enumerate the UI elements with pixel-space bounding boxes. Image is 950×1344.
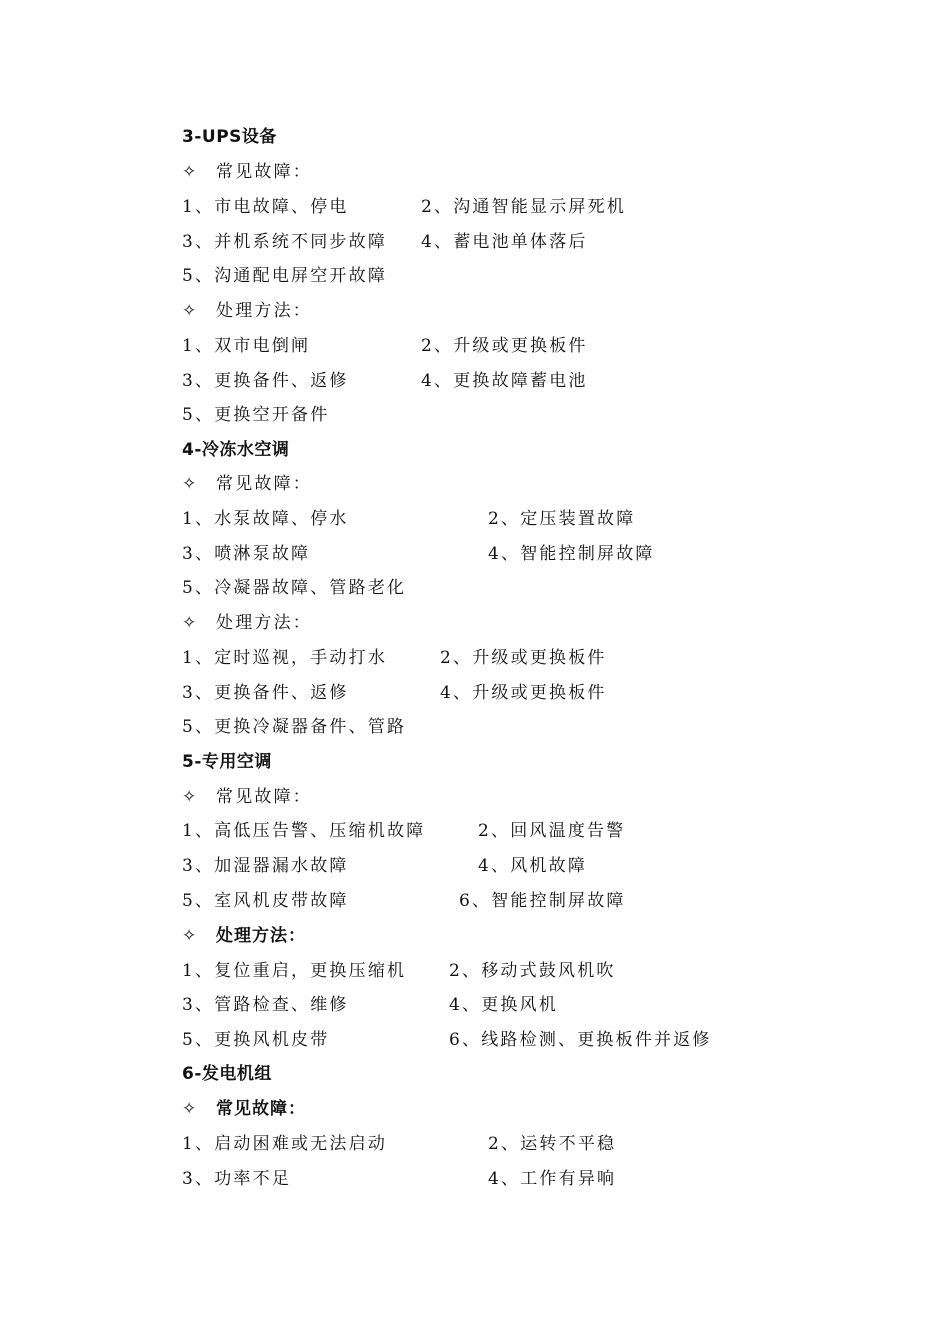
diamond-star-icon: ✧ xyxy=(182,926,197,946)
diamond-star-icon: ✧ xyxy=(182,1099,197,1119)
list-item: 4、蓄电池单体落后 xyxy=(421,232,588,252)
list-item: 2、升级或更换板件 xyxy=(421,336,588,356)
list-item: 2、沟通智能显示屏死机 xyxy=(421,197,627,217)
list-item: 3、管路检查、维修 xyxy=(182,995,349,1015)
list-item: 5、更换冷凝器备件、管路 xyxy=(182,717,407,737)
list-item: 3、并机系统不同步故障 xyxy=(182,232,388,252)
list-item: 3、功率不足 xyxy=(182,1169,292,1189)
faults-heading: ✧ 常见故障： xyxy=(182,474,312,494)
list-item: 1、复位重启，更换压缩机 xyxy=(182,961,407,981)
list-item: 6、线路检测、更换板件并返修 xyxy=(449,1030,712,1050)
list-item: 1、定时巡视，手动打水 xyxy=(182,648,388,668)
faults-heading: ✧ 常见故障： xyxy=(182,787,312,807)
list-item: 3、加湿器漏水故障 xyxy=(182,856,349,876)
list-item: 2、移动式鼓风机吹 xyxy=(449,961,616,981)
faults-heading: ✧ 常见故障： xyxy=(182,162,312,182)
list-item: 4、智能控制屏故障 xyxy=(488,544,655,564)
list-item: 2、定压装置故障 xyxy=(488,509,636,529)
list-item: 3、喷淋泵故障 xyxy=(182,544,311,564)
list-item: 2、回风温度告警 xyxy=(478,821,626,841)
list-item: 5、室风机皮带故障 xyxy=(182,891,349,911)
diamond-star-icon: ✧ xyxy=(182,474,197,494)
list-item: 4、更换风机 xyxy=(449,995,559,1015)
faults-heading: ✧ 常见故障： xyxy=(182,1099,306,1119)
list-item: 2、运转不平稳 xyxy=(488,1134,617,1154)
list-item: 1、启动困难或无法启动 xyxy=(182,1134,388,1154)
methods-heading: ✧ 处理方法： xyxy=(182,301,312,321)
list-item: 5、沟通配电屏空开故障 xyxy=(182,266,388,286)
section-title: 3-UPS设备 xyxy=(182,127,277,147)
list-item: 1、市电故障、停电 xyxy=(182,197,349,217)
diamond-star-icon: ✧ xyxy=(182,613,197,633)
diamond-star-icon: ✧ xyxy=(182,787,197,807)
diamond-star-icon: ✧ xyxy=(182,162,197,182)
list-item: 4、升级或更换板件 xyxy=(440,683,607,703)
methods-heading: ✧ 处理方法： xyxy=(182,613,312,633)
list-item: 4、工作有异响 xyxy=(488,1169,617,1189)
list-item: 1、双市电倒闸 xyxy=(182,336,311,356)
section-title: 4-冷冻水空调 xyxy=(182,440,290,460)
list-item: 4、风机故障 xyxy=(478,856,588,876)
list-item: 5、更换空开备件 xyxy=(182,405,330,425)
list-item: 3、更换备件、返修 xyxy=(182,371,349,391)
section-title: 5-专用空调 xyxy=(182,752,272,772)
list-item: 1、高低压告警、压缩机故障 xyxy=(182,821,426,841)
methods-heading: ✧ 处理方法： xyxy=(182,926,306,946)
list-item: 6、智能控制屏故障 xyxy=(459,891,626,911)
list-item: 2、升级或更换板件 xyxy=(440,648,607,668)
diamond-star-icon: ✧ xyxy=(182,301,197,321)
list-item: 1、水泵故障、停水 xyxy=(182,509,349,529)
list-item: 4、更换故障蓄电池 xyxy=(421,371,588,391)
list-item: 5、冷凝器故障、管路老化 xyxy=(182,578,407,598)
list-item: 3、更换备件、返修 xyxy=(182,683,349,703)
section-title: 6-发电机组 xyxy=(182,1064,272,1084)
list-item: 5、更换风机皮带 xyxy=(182,1030,330,1050)
